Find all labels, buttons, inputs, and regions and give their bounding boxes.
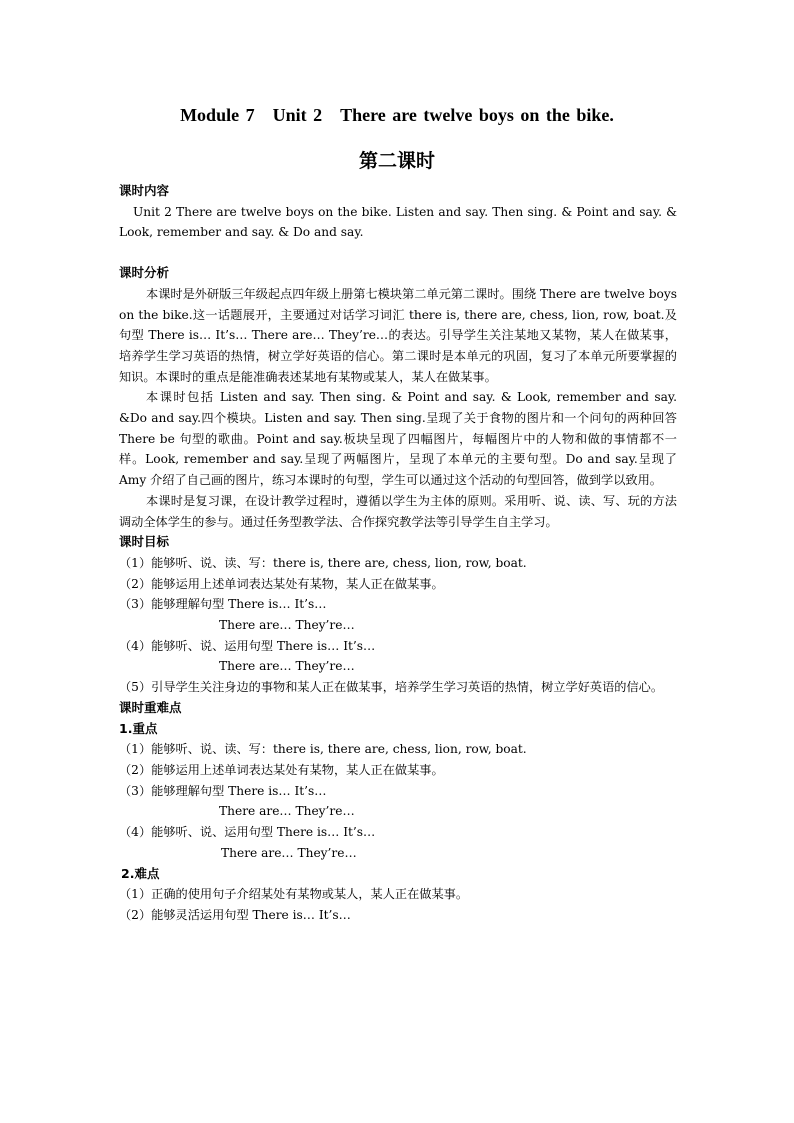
- title-sentence: There are twelve boys on the bike.: [340, 105, 614, 125]
- analysis-paragraph-1: 本课时是外研版三年级起点四年级上册第七模块第二单元第二课时。围绕 There are twelve boys on the bike.这一话题展开，主要通过对话学习词汇 there is, there are, chess, lion, row, boat.及句型 There is… It’s… There are… They’re…的表达。引导学生关注某地又某物，某人在做某事，培养学生学习英语的热情，树立学好英语的信心。第二课时是本单元的巩固，复习了本单元所要掌握的知识。本课时的重点是能准确表述某地有某物或某人，某人在做某事。: [119, 286, 677, 384]
- section-heading-keypoints: 课时重难点: [119, 699, 182, 715]
- goal-item: （2）能够运用上述单词表达某处有某物，某人正在做某事。: [119, 576, 444, 591]
- page-title: [0, 105, 794, 126]
- key-item: （2）能够运用上述单词表达某处有某物，某人正在做某事。: [119, 762, 444, 777]
- page-subtitle: 第二课时: [358, 150, 435, 172]
- key-item: （3）能够理解句型 There is… It’s…: [119, 783, 327, 798]
- title-module: Module 7: [180, 105, 255, 125]
- key-item-sub: There are… They’re…: [219, 804, 355, 819]
- goal-item: （3）能够理解句型 There is… It’s…: [119, 597, 327, 612]
- analysis-paragraph-2: 本课时包括 Listen and say. Then sing. & Point and say. & Look, remember and say. &Do and say.四个模块。Listen and say. Then sing.呈现了关于食物的图片和一个问句的两种回答 There be 句型的歌曲。Point and say.板块呈现了四幅图片，每幅图片中的人物和做的事情都不一样。Look, remember and say.呈现了两幅图片，呈现了本单元的主要句型。Do and say.呈现了 Amy 介绍了自己画的图片，练习本课时的句型，学生可以通过这个活动的句型回答，做到学以致用。: [119, 390, 677, 488]
- goal-item: （5）引导学生关注身边的事物和某人正在做某事，培养学生学习英语的热情，树立学好英语的信心。: [119, 680, 664, 695]
- section-heading-goals: 课时目标: [119, 534, 170, 550]
- key-heading: 1.重点: [119, 720, 158, 736]
- spacer: [119, 243, 677, 263]
- difficult-item: （2）能够灵活运用句型 There is… It’s…: [119, 907, 351, 922]
- difficult-heading: 2.难点: [121, 865, 160, 881]
- goal-item-sub: There are… They’re…: [219, 659, 355, 674]
- analysis-paragraph-3: 本课时是复习课，在设计教学过程时，遵循以学生为主体的原则。采用听、说、读、写、玩的方法调动全体学生的参与。通过任务型教学法、合作探究教学法等引导学生自主学习。: [119, 493, 677, 529]
- document-body: [119, 181, 677, 926]
- goal-item: （4）能够听、说、运用句型 There is… It’s…: [119, 638, 376, 653]
- key-item-sub: There are… They’re…: [221, 845, 357, 860]
- goal-item: （1）能够听、说、读、写：there is, there are, chess, lion, row, boat.: [119, 555, 527, 570]
- difficult-item: （1）正确的使用句子介绍某处有某物或某人，某人正在做某事。: [119, 887, 469, 902]
- section-heading-analysis: 课时分析: [119, 265, 170, 281]
- content-text: Unit 2 There are twelve boys on the bike. Listen and say. Then sing. & Point and say. & Look, remember and say. & Do and say.: [119, 204, 677, 240]
- title-unit: Unit 2: [272, 105, 323, 125]
- key-item: （4）能够听、说、运用句型 There is… It’s…: [119, 825, 376, 840]
- goal-item-sub: There are… They’re…: [219, 618, 355, 633]
- key-item: （1）能够听、说、读、写：there is, there are, chess, lion, row, boat.: [119, 742, 527, 757]
- section-heading-content: 课时内容: [119, 183, 170, 198]
